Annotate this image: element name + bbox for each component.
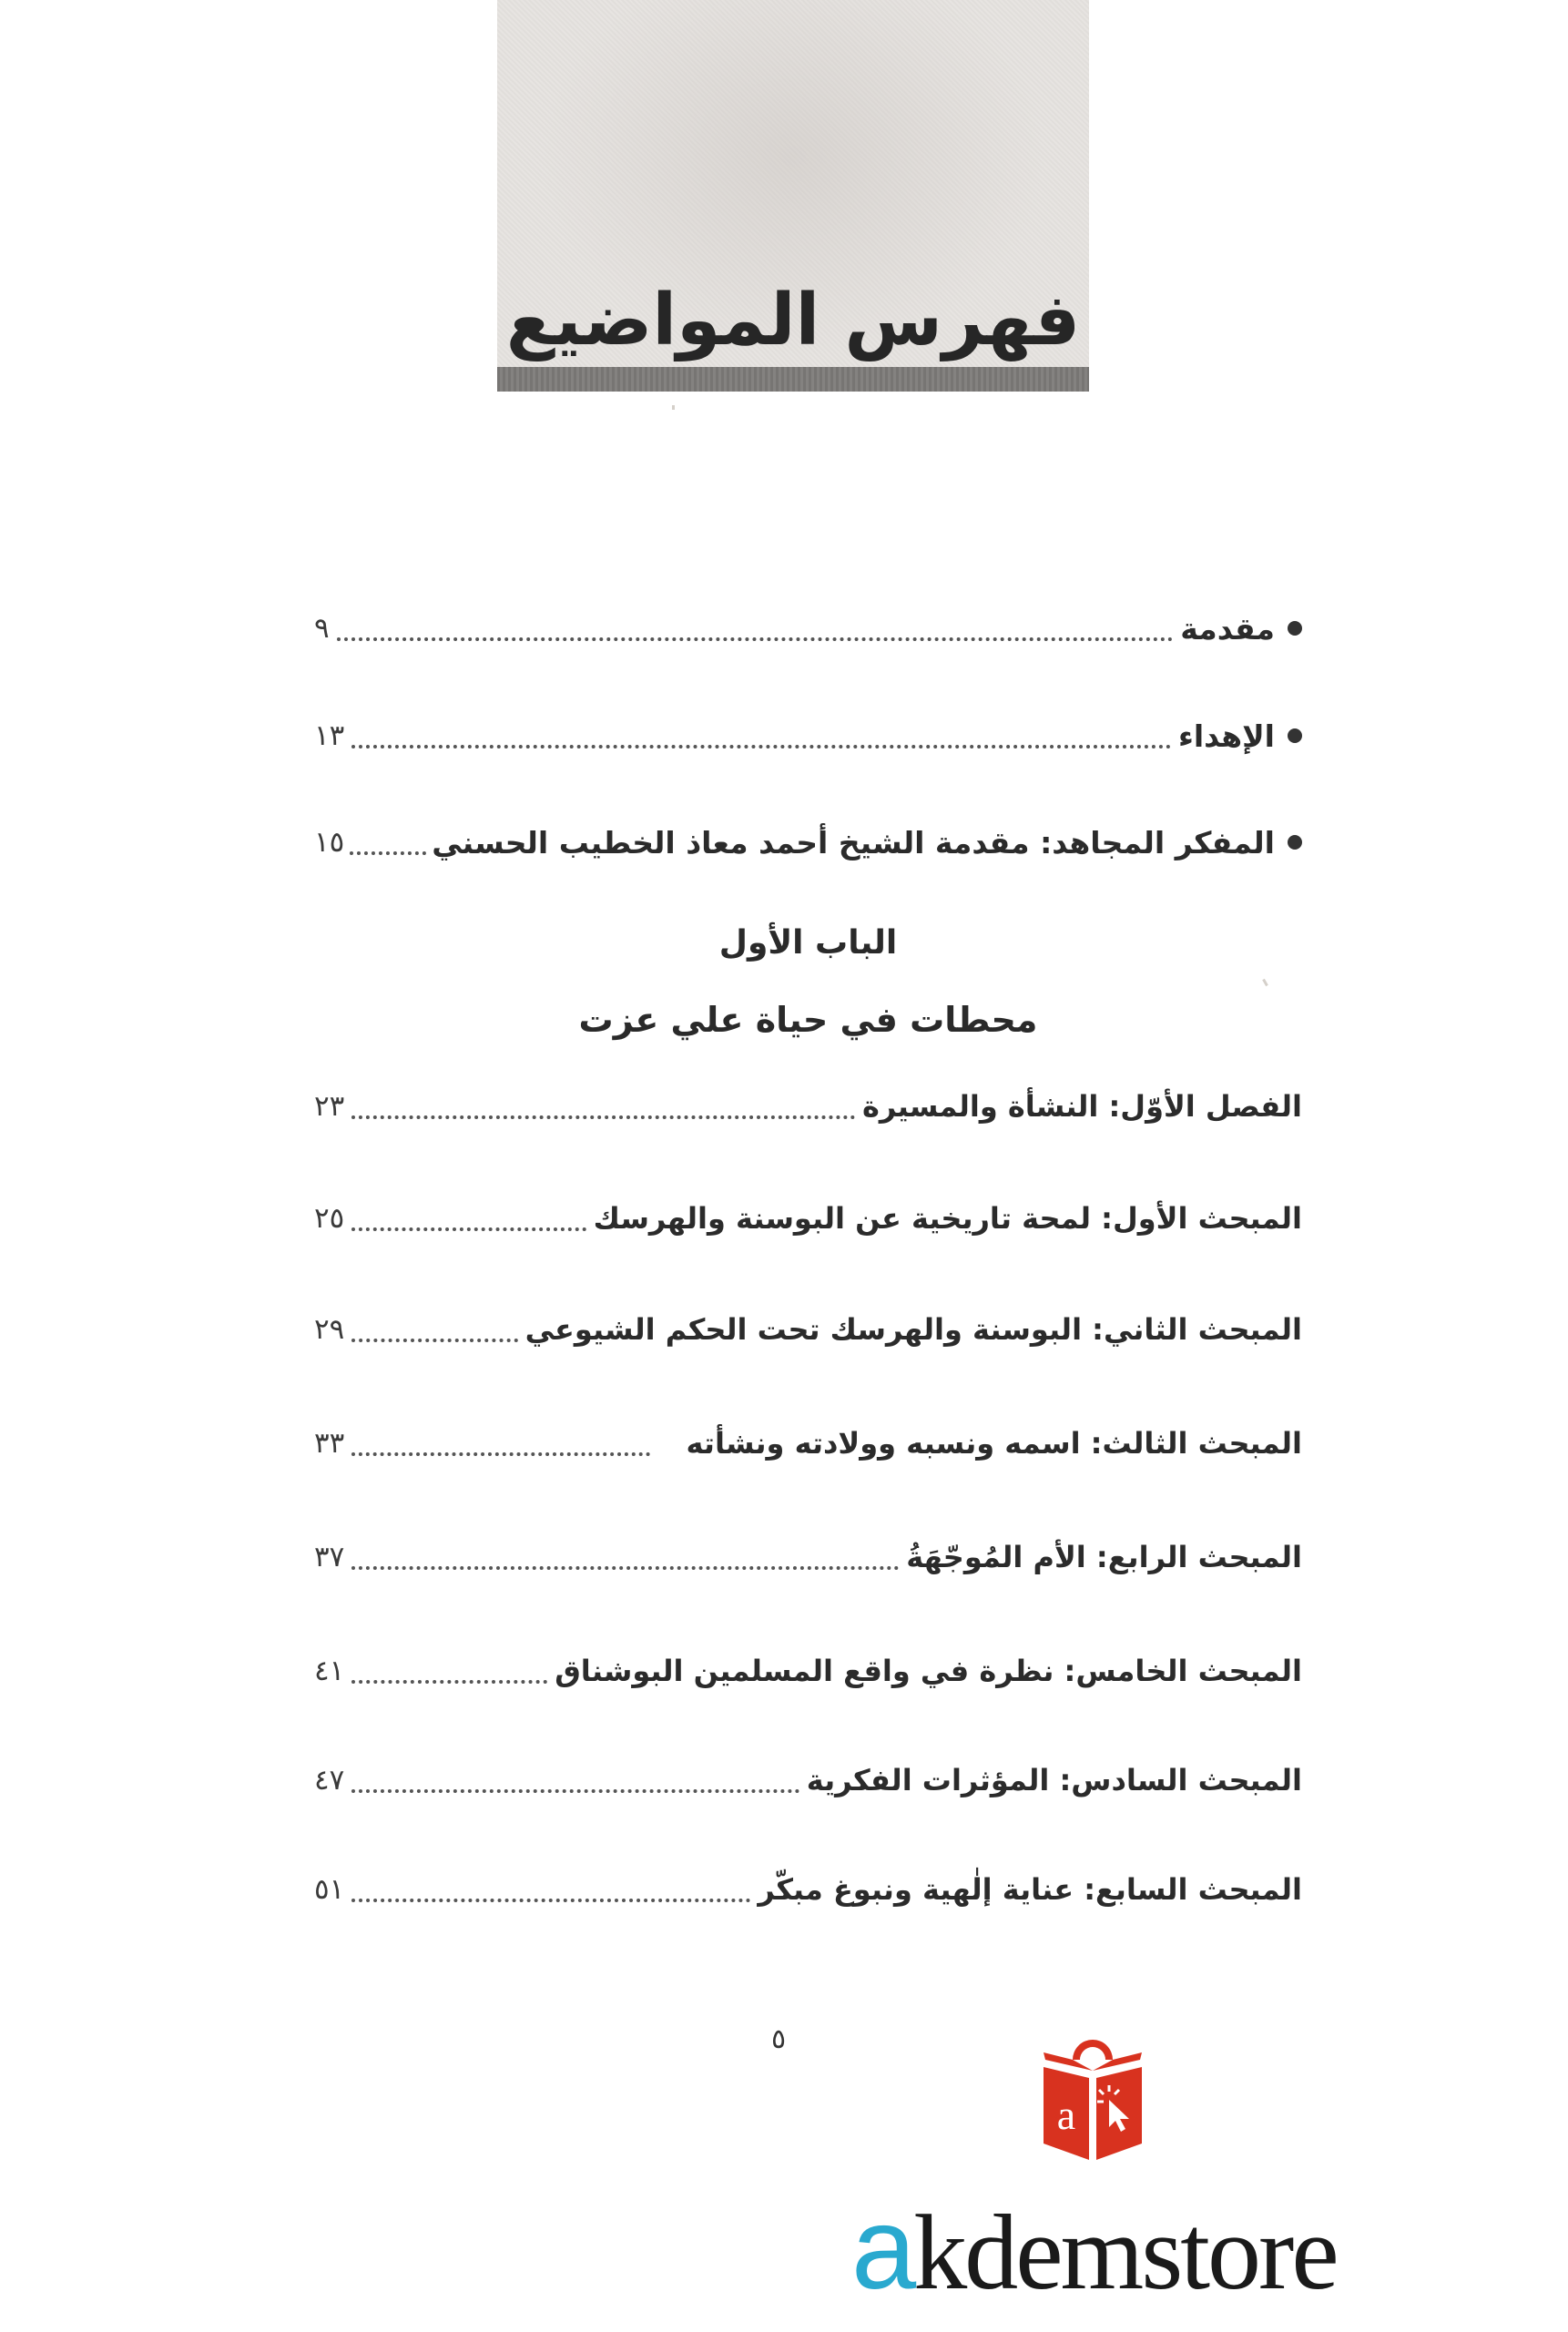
brand-wordmark — [851, 2184, 1337, 2314]
dot-leader — [351, 1680, 547, 1684]
logo-ribbon-right — [1093, 2052, 1142, 2071]
toc-entry-section-2[interactable] — [314, 1302, 1302, 1357]
logo-letter: a — [1056, 2092, 1076, 2138]
toc-entry-section-7[interactable] — [314, 1862, 1302, 1917]
dot-leader — [351, 1566, 899, 1570]
toc-entry-section-5[interactable] — [314, 1644, 1302, 1698]
bullet-icon — [1288, 728, 1302, 743]
dot-leader — [337, 637, 1174, 641]
toc-entry-label: المبحث السادس: المؤثرات الفكرية — [806, 1763, 1302, 1797]
scan-speck — [1262, 979, 1268, 986]
toc-entry-label: المبحث الرابع: الأم المُوجّهَةُ — [906, 1540, 1302, 1574]
toc-entry-label: الفصل الأوّل: النشأة والمسيرة — [861, 1089, 1302, 1124]
toc-entry-chapter-1[interactable] — [314, 1079, 1302, 1134]
toc-entry-page: ٣٣ — [314, 1427, 345, 1460]
toc-entry-page: ٤١ — [314, 1655, 345, 1687]
page-number: ٥ — [770, 2023, 787, 2055]
dot-leader — [350, 851, 426, 855]
part-title: الباب الأول — [718, 924, 898, 962]
toc-entry-label: المفكر المجاهد: مقدمة الشيخ أحمد معاذ الخطيب الحسني — [432, 824, 1275, 860]
dot-leader — [351, 1452, 649, 1456]
toc-entry-label: المبحث الثاني: البوسنة والهرسك تحت الحكم الشيوعي — [524, 1312, 1302, 1347]
dot-leader — [351, 1339, 517, 1342]
toc-entry-section-4[interactable] — [314, 1530, 1302, 1584]
toc-entry-page: ٤٧ — [314, 1764, 345, 1797]
logo-handle — [1073, 2040, 1113, 2060]
toc-entry-page: ٢٣ — [314, 1090, 345, 1123]
toc-entry-section-6[interactable] — [314, 1753, 1302, 1808]
logo-ribbon-left — [1044, 2052, 1093, 2071]
title-banner — [497, 0, 1089, 392]
dot-leader — [351, 745, 1171, 748]
toc-entry-foreword[interactable] — [314, 815, 1302, 870]
dot-leader — [351, 1227, 585, 1231]
toc-entry-page: ٩ — [314, 612, 330, 645]
book-cursor-icon — [1038, 2040, 1147, 2160]
toc-entry-page: ٣٧ — [314, 1541, 345, 1573]
dot-leader — [351, 1115, 855, 1119]
toc-entry-label: المبحث السابع: عناية إلٰهية ونبوغ مبكّر — [758, 1872, 1302, 1907]
toc-entry-section-3[interactable] — [314, 1416, 1302, 1471]
toc-entry-label: المبحث الثالث: اسمه ونسبه وولادته ونشأته — [686, 1426, 1302, 1461]
bullet-icon — [1288, 621, 1302, 636]
part-subtitle: محطات في حياة علي عزت — [578, 1000, 1038, 1040]
toc-entry-label: الإهداء — [1177, 718, 1275, 754]
dot-leader — [351, 1899, 750, 1902]
brand-first-letter: a — [851, 2184, 914, 2314]
toc-entry-page: ٢٩ — [314, 1313, 345, 1346]
title-underline-bar — [497, 367, 1089, 392]
dot-leader — [351, 1789, 799, 1793]
toc-entry-page: ٥١ — [314, 1873, 345, 1906]
toc-entry-page: ٢٥ — [314, 1202, 345, 1235]
scan-speck — [672, 405, 675, 410]
toc-entry-dedication[interactable] — [314, 708, 1302, 763]
toc-entry-label: المبحث الخامس: نظرة في واقع المسلمين البوشناق — [555, 1654, 1302, 1688]
toc-entry-label: المبحث الأول: لمحة تاريخية عن البوسنة والهرسك — [593, 1201, 1302, 1236]
page-title: فهرس المواضيع — [505, 280, 1081, 362]
toc-entry-introduction[interactable] — [314, 601, 1302, 656]
toc-entry-label: مقدمة — [1180, 610, 1275, 647]
brand-name-rest: kdemstore — [913, 2193, 1337, 2312]
toc-entry-section-1[interactable] — [314, 1191, 1302, 1246]
bullet-icon — [1288, 835, 1302, 850]
toc-entry-page: ١٣ — [314, 719, 345, 752]
toc-entry-page: ١٥ — [314, 826, 345, 859]
